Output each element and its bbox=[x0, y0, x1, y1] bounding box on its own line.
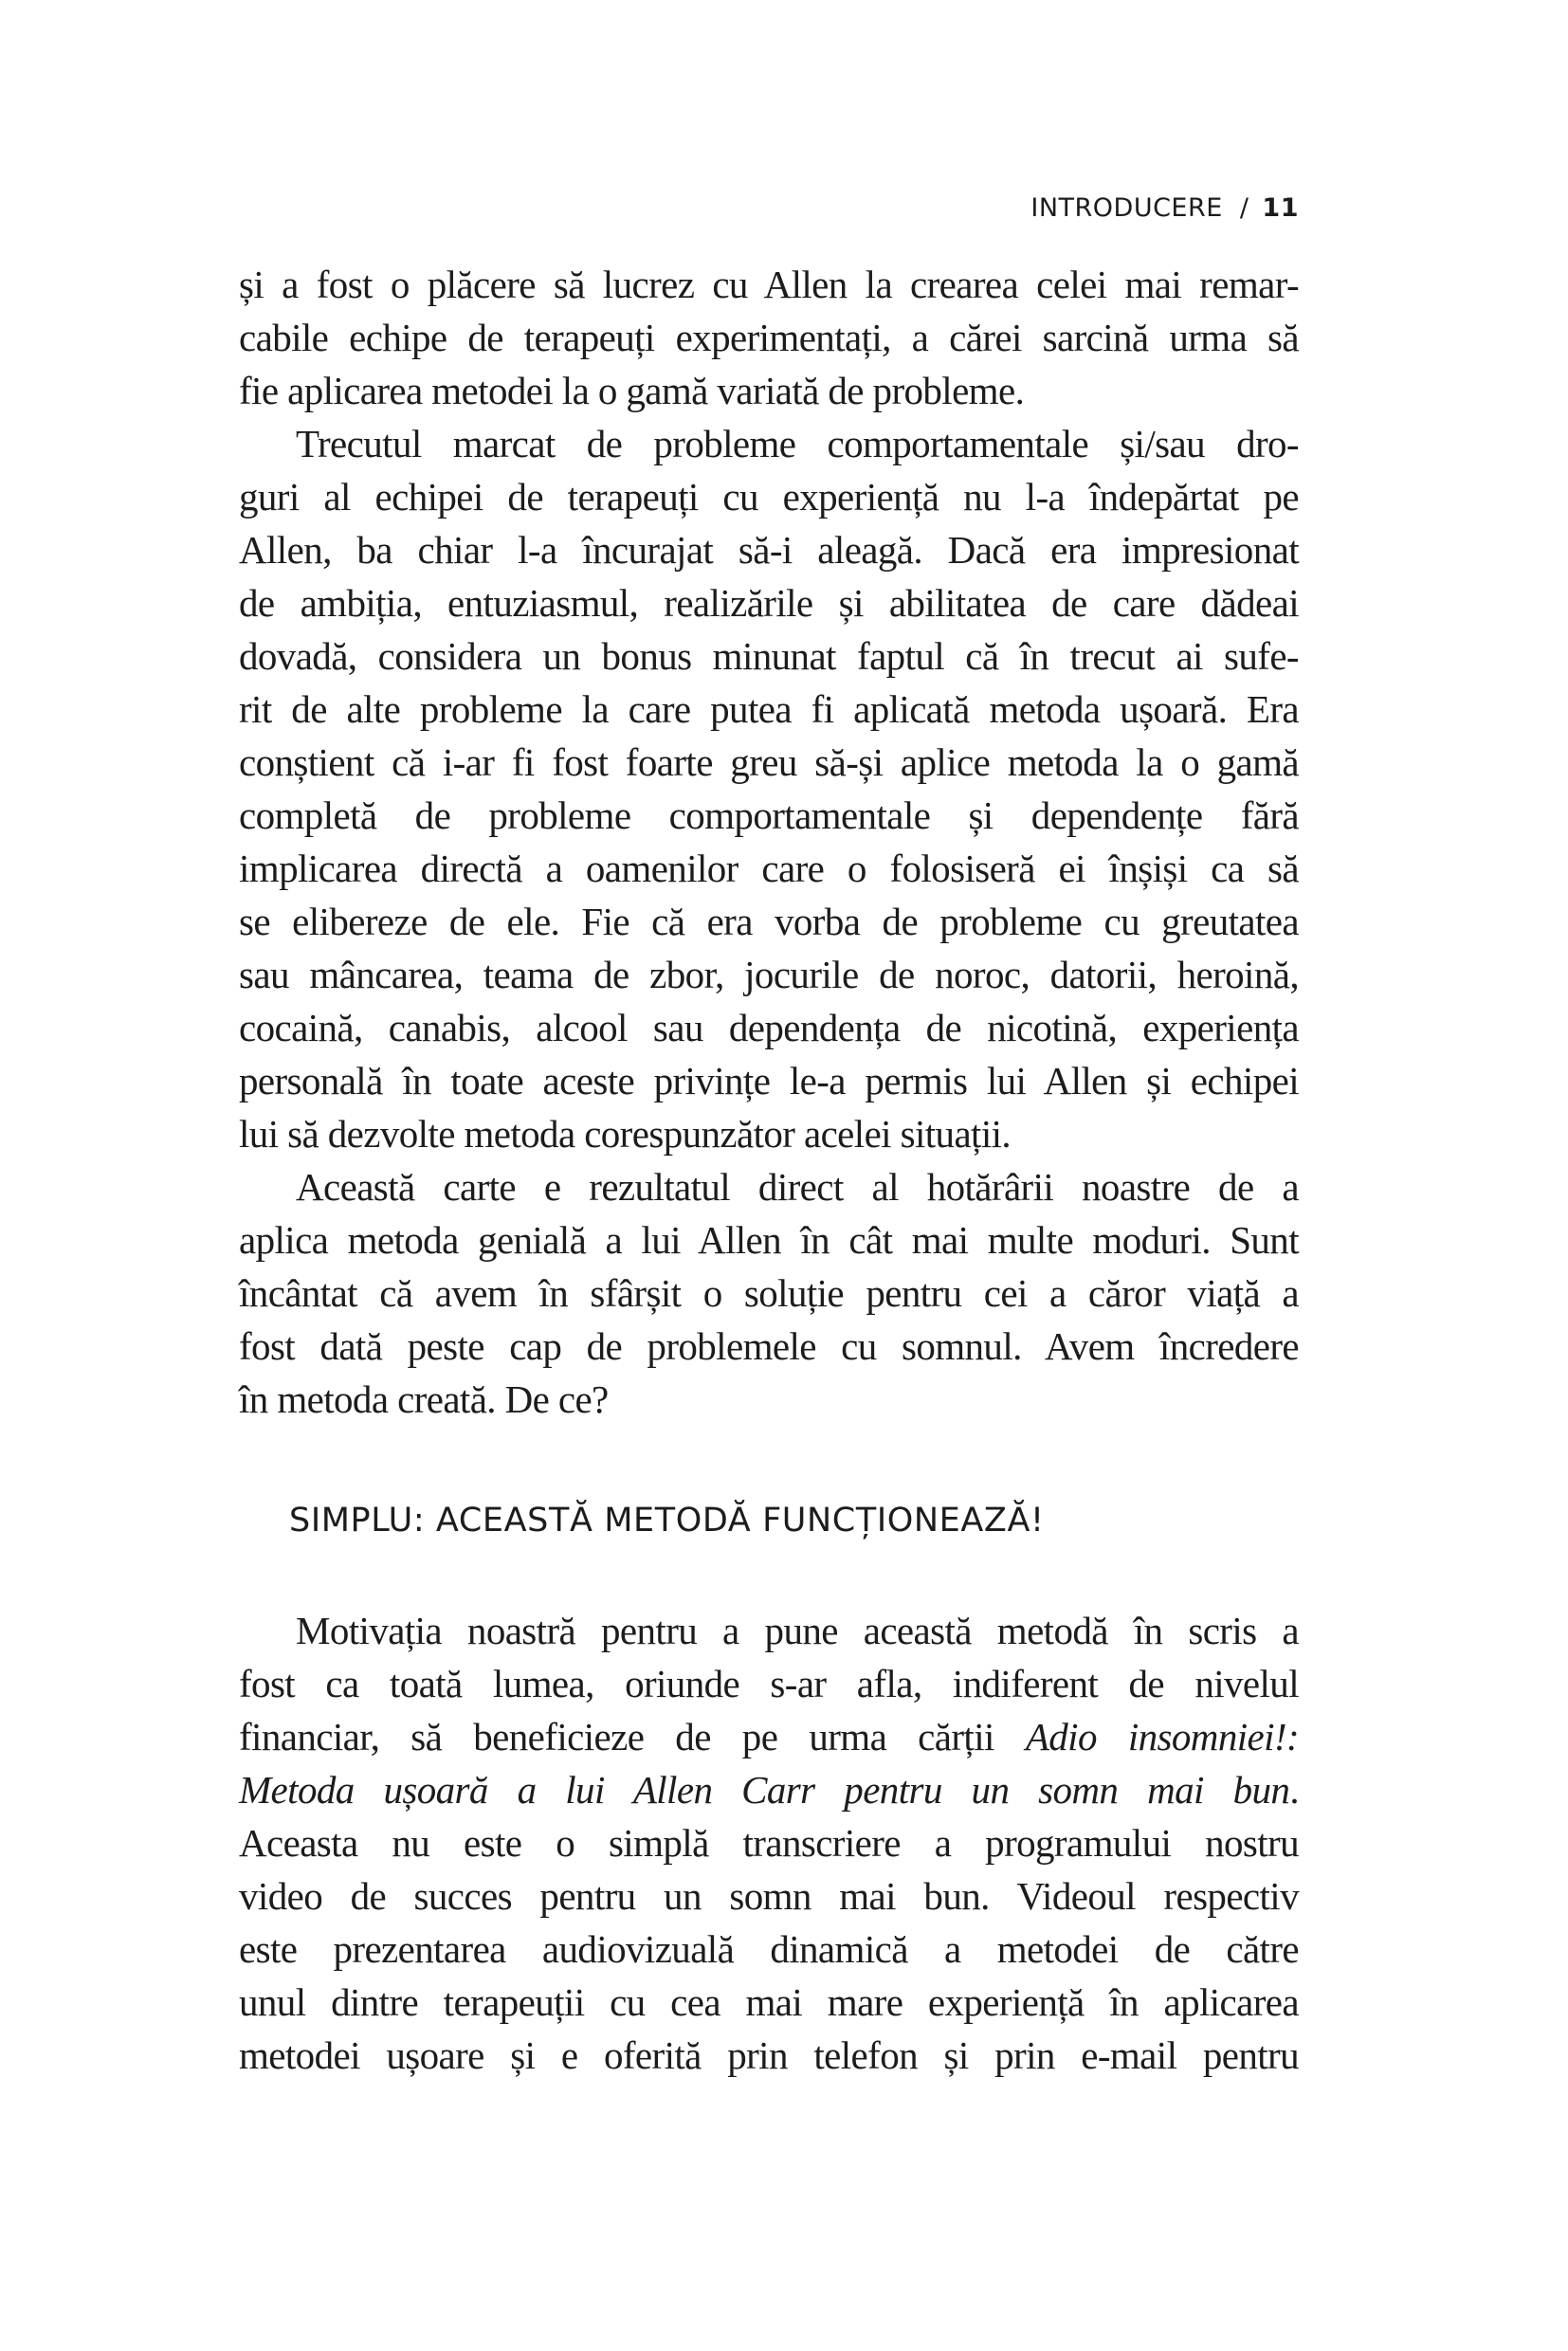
text-line: și a fost o plăcere să lucrez cu Allen la crearea celei mai remar- bbox=[239, 263, 1299, 306]
text-line: completă de probleme comportamentale și dependențe fără bbox=[239, 793, 1299, 837]
text-line: este prezentarea audiovizuală dinamică a metodei de către bbox=[239, 1927, 1299, 1971]
text-line: încântat că avem în sfârșit o soluție pentru cei a căror viață a bbox=[239, 1271, 1299, 1315]
text-line: Allen, ba chiar l-a încurajat să-i aleagă. Dacă era impresionat bbox=[239, 528, 1299, 572]
text-line: cabile echipe de terapeuți experimentați, a cărei sarcină urma să bbox=[239, 316, 1299, 359]
section-2-body bbox=[239, 1604, 1299, 2082]
page-number: 11 bbox=[1262, 193, 1299, 223]
text-line: conștient că i-ar fi fost foarte greu să-și aplice metoda la o gamă bbox=[239, 740, 1299, 784]
text-line: Aceasta nu este o simplă transcriere a programului nostru bbox=[239, 1821, 1299, 1865]
text-line bbox=[239, 1763, 1299, 1816]
running-header bbox=[1030, 193, 1299, 223]
section-heading: SIMPLU: ACEASTĂ METODĂ FUNCȚIONEAZĂ! bbox=[289, 1502, 1045, 1540]
text-line: video de succes pentru un somn mai bun. Videoul respectiv bbox=[239, 1874, 1299, 1918]
text-line: se elibereze de ele. Fie că era vorba de probleme cu greutatea bbox=[239, 900, 1299, 943]
text-line: implicarea directă a oamenilor care o folosiseră ei înșiși ca să bbox=[239, 847, 1299, 890]
text-run: financiar, să beneficieze de pe urma cărții bbox=[239, 1715, 1026, 1759]
text-line: Trecutul marcat de probleme comportamentale și/sau dro- bbox=[296, 422, 1299, 465]
paragraph-3 bbox=[239, 1160, 1299, 1426]
text-line: personală în toate aceste privințe le-a permis lui Allen și echipei bbox=[239, 1059, 1299, 1103]
running-header-separator: / bbox=[1239, 193, 1249, 223]
book-title-italic: Adio insomniei!: bbox=[1025, 1715, 1300, 1759]
text-line: sau mâncarea, teama de zbor, jocurile de noroc, datorii, heroină, bbox=[239, 953, 1299, 996]
text-line: în metoda creată. De ce? bbox=[239, 1377, 609, 1421]
text-line: unul dintre terapeuții cu cea mai mare experiență în aplicarea bbox=[239, 1980, 1299, 2024]
text-line: lui să dezvolte metoda corespunzător acelei situații. bbox=[239, 1112, 1012, 1156]
book-title-italic: Metoda ușoară a lui Allen Carr pentru un somn mai bun bbox=[239, 1768, 1290, 1812]
text-line: fost dată peste cap de problemele cu somnul. Avem încredere bbox=[239, 1324, 1299, 1368]
text-line: guri al echipei de terapeuți cu experiență nu l-a îndepărtat pe bbox=[239, 475, 1299, 519]
text-line: cocaină, canabis, alcool sau dependența de nicotină, experiența bbox=[239, 1006, 1299, 1049]
text-line: dovadă, considera un bonus minunat faptul că în trecut ai sufe- bbox=[239, 634, 1299, 678]
text-line: de ambiția, entuziasmul, realizările și abilitatea de care dădeai bbox=[239, 581, 1299, 625]
text-line: aplica metoda genială a lui Allen în cât mai multe moduri. Sunt bbox=[239, 1218, 1299, 1262]
paragraph-2 bbox=[239, 417, 1299, 1160]
section-1-body bbox=[239, 258, 1299, 1426]
text-line: rit de alte probleme la care putea fi aplicată metoda ușoară. Era bbox=[239, 687, 1299, 731]
text-line: metodei ușoare și e oferită prin telefon și prin e-mail pentru bbox=[239, 2033, 1299, 2077]
text-run: . bbox=[1289, 1768, 1299, 1812]
text-line: fost ca toată lumea, oriunde s-ar afla, indiferent de nivelul bbox=[239, 1662, 1299, 1705]
paragraph-4 bbox=[239, 1604, 1299, 2082]
paragraph-1 bbox=[239, 258, 1299, 417]
text-line: Această carte e rezultatul direct al hotărârii noastre de a bbox=[296, 1165, 1299, 1209]
text-line: Motivația noastră pentru a pune această metodă în scris a bbox=[296, 1609, 1299, 1652]
text-line bbox=[239, 1710, 1299, 1763]
text-line: fie aplicarea metodei la o gamă variată de probleme. bbox=[239, 369, 1025, 412]
running-header-section: INTRODUCERE bbox=[1030, 193, 1223, 223]
